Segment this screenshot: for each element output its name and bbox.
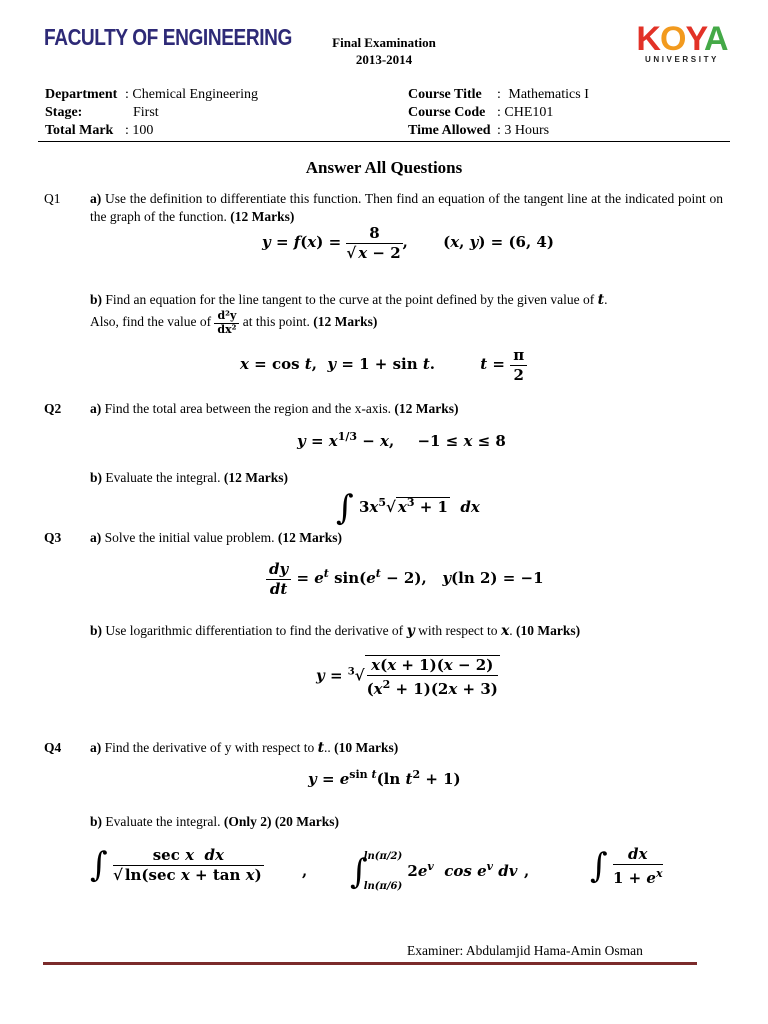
q1b-body: Find an equation for the line tangent to the curve at the point defined by the given value of [105,292,595,307]
q2a-marks: (12 Marks) [394,401,459,416]
q3-number: Q3 [44,530,62,545]
course-code-label: Course Code [408,105,486,120]
q3a-body: Solve the initial value problem. [104,530,275,545]
q3a-label: a) [90,530,102,545]
q4a-equation: $y = e^{sin t}(\ln$ $t^2 + 1$) [308,768,461,788]
q1b-body-3: at this point. [242,314,310,330]
faculty-logo-text: FACULTY OF ENGINEERING [44,24,292,50]
q4b-integral-3: ∫ $\frac{dx}{1 + e^x}$ [590,845,663,887]
stage-value: First [133,105,159,120]
q2b-label: b) [90,470,103,485]
q3b-equation: y = $^3$√ $\frac{x(x + 1)(x - 2)}{(x^2 + 1)(2x + 3)}$ [316,656,498,698]
q1a-text [90,190,723,226]
info-left: Department : Chemical Engineering Stage: First Total Mark : 100 [45,87,258,138]
q1a-equation: y = f(x) = $\frac{8}{√ x - 2}$ , (x, y) = (6, 4) [262,224,554,262]
q1b-text-2: Also, find the value of $\frac{\text{d²y}}{\text{dx²}}$ at this point. (12 Marks) [90,309,378,336]
q1a-body: Use the definition to differentiate this function. Then find an equation of the tangent line at the indicated point on the graph of the function. [90,191,724,224]
total-mark-label: Total Mark [45,123,114,138]
stage-label: Stage: [45,105,83,120]
footer-rule [43,962,697,965]
q4b-integral-2: ∫ ln(π/2) ln(π/6) $2e^v$ $\cos e^v$ dv [350,851,518,892]
course-title-value: Mathematics I [508,87,589,102]
q3a-marks: (12 Marks) [277,530,342,545]
q2b-text [90,469,723,487]
header-divider [38,141,730,142]
q4b-marks: (Only 2) (20 Marks) [223,814,339,829]
q1-number: Q1 [44,191,61,206]
q1b-body-2: Also, find the value of [90,314,212,330]
q2b-marks: (12 Marks) [223,470,288,485]
info-right: Course Title : Mathematics I Course Code : CHE101 Time Allowed : 3 Hours [408,87,589,138]
exam-title [250,34,518,68]
q1b-equation: x = cos t, y = 1 + sin t. t = $\frac{\pi}{2}$ [240,346,527,384]
q2a-body: Find the total area between the region and the x-axis. [104,401,392,416]
examiner-name: Examiner: Abdulamjid Hama-Amin Osman [407,943,643,958]
course-code-value: CHE101 [504,105,554,120]
q3b-body-2: with respect to [418,623,498,638]
q2a-equation: $y = x^{1/3} - x$, −1 ≤ x ≤ 8 [297,430,506,450]
koya-logo-sub: UNIVERSITY [644,55,719,64]
q4b-integral-1: ∫ $\frac{\text{sec x dx}}{\text{√ ln(sec x + tan x)}}$ [90,845,262,885]
course-title-label: Course Title [408,87,482,102]
q2b-equation: ∫ $3x^5√$ $x^3 + 1$ dx [336,488,480,528]
q4b-body: Evaluate the integral. [105,814,221,829]
q3b-label: b) [90,623,103,638]
q1a-label: a) [90,191,102,206]
q4b-label: b) [90,814,103,829]
time-allowed-label: Time Allowed [408,123,491,138]
exam-name: Final Examination [332,35,436,50]
q3b-marks: (10 Marks) [516,623,581,638]
q4b-separator-2: , [524,862,530,880]
q2-number: Q2 [44,401,62,416]
q4a-label: a) [90,740,102,755]
exam-year: 2013-2014 [355,52,413,67]
q4b-separator-1: , [302,862,308,880]
q2b-body: Evaluate the integral. [105,470,221,485]
q1b-label: b) [90,292,103,307]
koya-university-logo [636,20,728,64]
q4-number: Q4 [44,740,62,755]
instructions-heading: Answer All Questions [305,158,463,177]
q1b-text: b) Find an equation for the line tangent to the curve at the point defined by the given value of t. [90,292,608,308]
q4a-marks: (10 Marks) [334,740,399,755]
koya-logo-word: KOYA [636,20,728,58]
q1a-marks: (12 Marks) [230,209,295,224]
q4a-text: a) Find the derivative of y with respect to t.. (10 Marks) [90,740,399,756]
q3a-equation: $\frac{dy}{dt}$ = $e^t$ $\sin(e^t - 2)$, y(ln 2) = −1 [266,560,544,598]
q3b-body: Use logarithmic differentiation to find the derivative of [105,623,404,638]
department-label: Department [45,87,118,102]
q4b-text [90,813,723,831]
q1b-marks: (12 Marks) [313,314,378,330]
q2a-text [90,400,723,418]
total-mark-value: 100 [132,123,154,138]
time-allowed-value: 3 Hours [504,123,550,138]
q3b-text: b) Use logarithmic differentiation to find the derivative of y with respect to x. (10 Marks) [90,623,581,639]
q2a-label: a) [90,401,102,416]
department-value: Chemical Engineering [132,87,258,102]
q3a-text [90,529,723,547]
q4a-body: Find the derivative of y with respect to [104,740,315,755]
